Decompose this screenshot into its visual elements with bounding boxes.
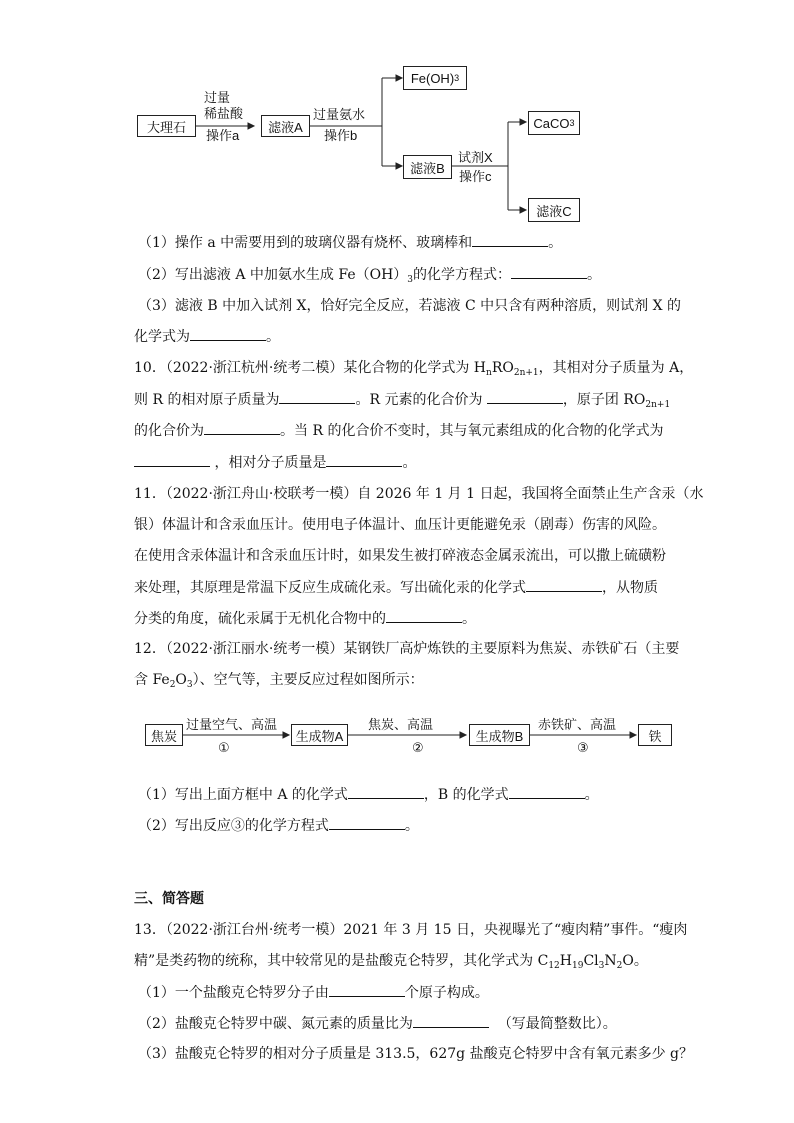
- section-heading: 三、简答题: [134, 890, 204, 906]
- arrow1-number: ①: [218, 740, 230, 755]
- q10-line4: ，相对分子质量是 。: [134, 452, 416, 473]
- box-iron-hydroxide: Fe(OH) 3: [403, 66, 467, 90]
- flow-diagram-1: [0, 0, 794, 240]
- label-b-line2: 操作b: [324, 128, 358, 143]
- q12-part1: （1）写出上面方框中 A 的化学式 ，B 的化学式 。: [138, 784, 599, 805]
- q10-line3: 的化合价为 。当 R 的化合价不变时，其与氧元素组成的化合物的化学式为: [134, 420, 663, 441]
- q11-line4: 来处理，其原理是常温下反应生成硫化汞。写出硫化汞的化学式 ，从物质: [134, 577, 658, 598]
- label-c-line1: 试剂X: [458, 150, 493, 165]
- q11-line1: 11．（2022·浙江舟山·校联考一模）自 2026 年 1 月 1 日起，我国将全面禁止生产含汞（水: [134, 486, 704, 502]
- label-a-line3: 操作a: [206, 128, 240, 143]
- q10-line1: 10．（2022·浙江杭州·统考二模）某化合物的化学式为 $H_nRO_{2n+1}$，其相对分子质量为 A，: [134, 360, 694, 378]
- q9-part1: （1）操作 a 中需要用到的玻璃仪器有烧杯、玻璃棒和 。: [138, 232, 562, 253]
- label-a-line2: 稀盐酸: [204, 106, 244, 121]
- q13-part2: （2）盐酸克仑特罗中碳、氮元素的质量比为 （写最简整数比）。: [138, 1013, 617, 1034]
- q12-part2: （2）写出反应③的化学方程式 。: [138, 815, 419, 836]
- arrow3-number: ③: [577, 740, 589, 755]
- box-filtrate-b: 滤液B: [403, 155, 452, 179]
- box-iron: 铁: [638, 724, 672, 746]
- q10-line2: 则 R 的相对原子质量为 。R 元素的化合价为 ，原子团 $RO_{2n+1}$: [134, 389, 670, 410]
- q12-line1: 12．（2022·浙江丽水·统考一模）某钢铁厂高炉炼铁的主要原料为焦炭、赤铁矿石（主要: [134, 641, 680, 657]
- q13-part3: （3）盐酸克仑特罗的相对分子质量是 313.5，627g 盐酸克仑特罗中含有氧元素多少 g？: [138, 1046, 693, 1062]
- q9-part2: （2）写出滤液 A 中加氨水生成 $Fe(OH)_3$的化学方程式： 。: [138, 264, 601, 285]
- label-c-line2: 操作c: [459, 169, 492, 184]
- label-a-line1: 过量: [204, 90, 231, 105]
- arrow2-label: 焦炭、高温: [368, 717, 434, 732]
- box-filtrate-c: 滤液C: [528, 198, 580, 222]
- q13-part1: （1）一个盐酸克仑特罗分子由 个原子构成。: [138, 982, 489, 1003]
- box-marble: 大理石: [137, 115, 196, 137]
- arrow2-number: ②: [412, 740, 424, 755]
- label-b-line1: 过量氨水: [313, 107, 366, 122]
- q13-line1: 13．（2022·浙江台州·统考一模）2021 年 3 月 15 日，央视曝光了“瘦肉精”事件。“瘦肉: [134, 922, 688, 938]
- box-coke: 焦炭: [145, 724, 183, 746]
- box-filtrate-a: 滤液A: [261, 115, 310, 137]
- q9-part3: （3）滤液 B 中加入试剂 X，恰好完全反应，若滤液 C 中只含有两种溶质，则试剂 X 的: [138, 298, 681, 314]
- box-product-b: 生成物B: [469, 724, 530, 746]
- q12-line2: 含 $Fe_2O_3$）、空气等，主要反应过程如图所示：: [134, 672, 424, 690]
- q11-line5: 分类的角度，硫化汞属于无机化合物中的 。: [134, 608, 476, 629]
- box-product-a: 生成物A: [291, 724, 348, 746]
- q9-part3-cont: 化学式为 。: [134, 326, 280, 347]
- arrow3-label: 赤铁矿、高温: [538, 717, 617, 732]
- q11-line2: 银）体温计和含汞血压计。使用电子体温计、血压计更能避免汞（剧毒）伤害的风险。: [134, 517, 666, 533]
- q11-line3: 在使用含汞体温计和含汞血压计时，如果发生被打碎液态金属汞流出，可以撒上硫磺粉: [134, 548, 666, 564]
- box-calcium-carbonate: CaCO 3: [528, 111, 580, 135]
- q13-line2: 精”是类药物的统称，其中较常见的是盐酸克仑特罗，其化学式为 $C_{12}H_{19}Cl_3N_2O$。: [134, 953, 648, 971]
- arrow1-label: 过量空气、高温: [186, 717, 278, 732]
